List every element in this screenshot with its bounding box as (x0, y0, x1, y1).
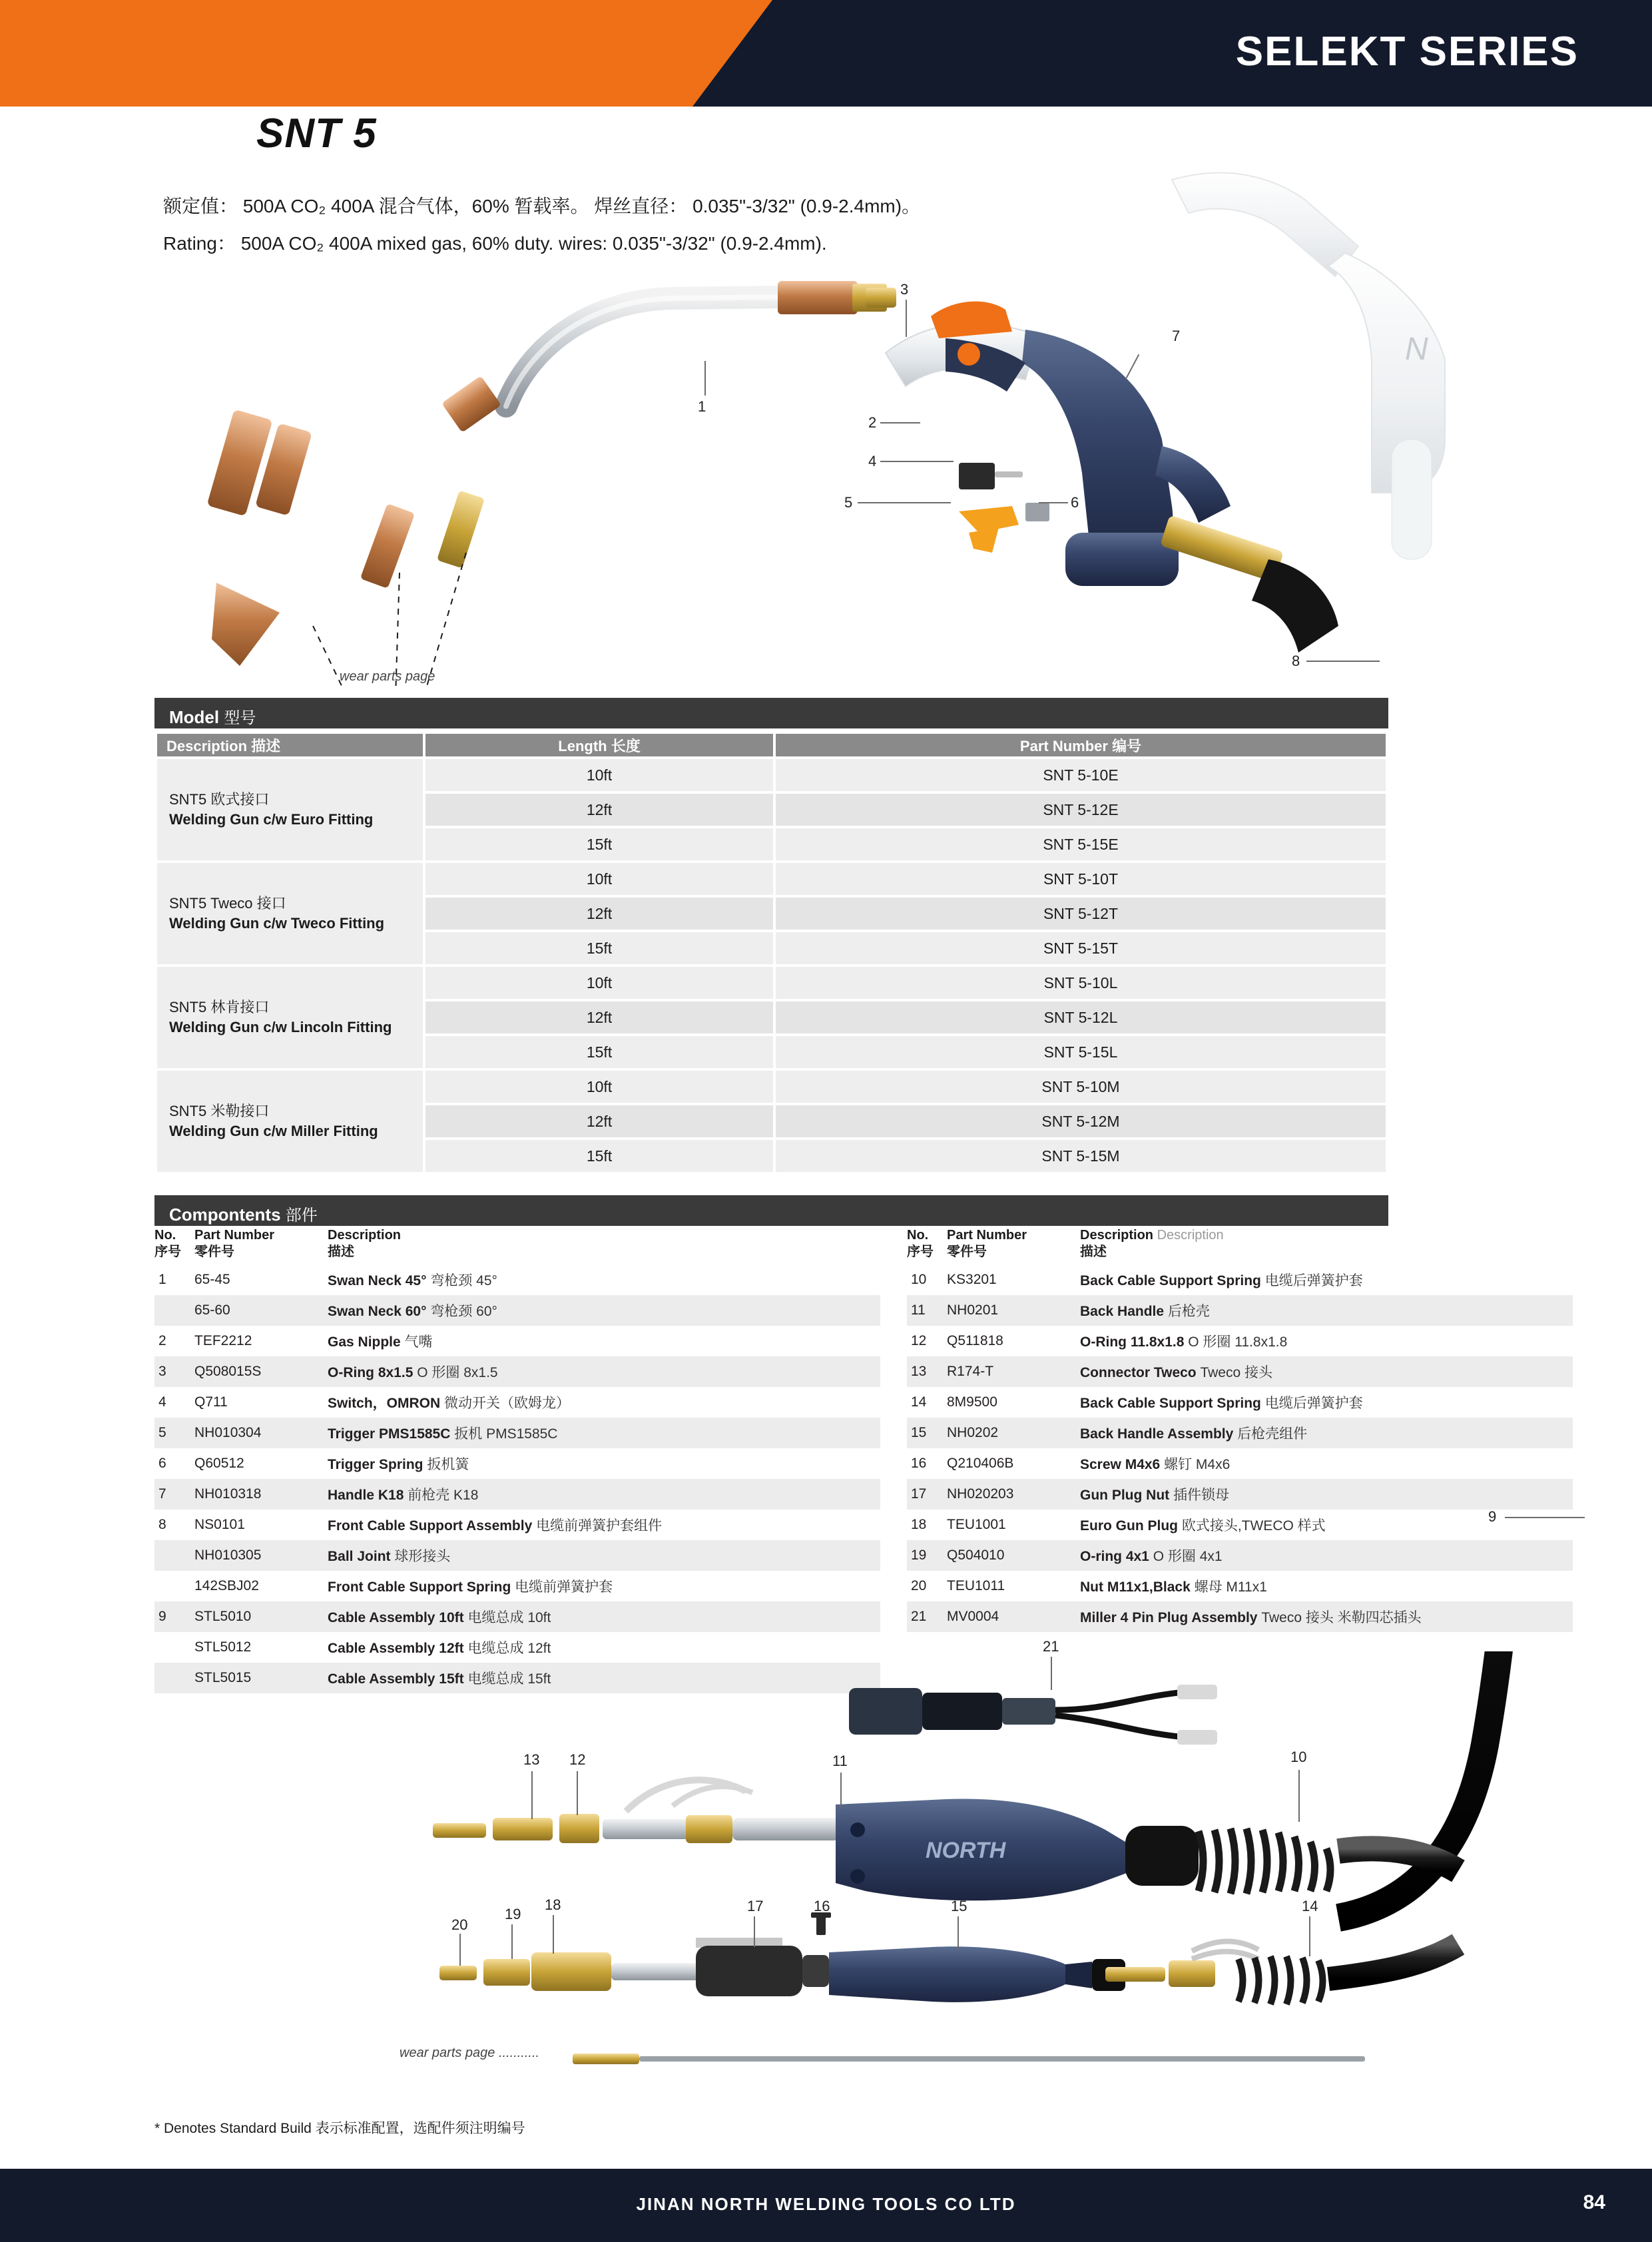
component-no: 2 (158, 1333, 166, 1348)
left-col-desc-en: Description (328, 1228, 402, 1243)
component-description: Back Handle Assembly 后枪壳组件 (1080, 1426, 1308, 1442)
model-group-desc-cn: SNT5 Tweco 接口 (169, 895, 286, 912)
component-description: Nut M11x1,Black 螺母 M11x1 (1080, 1579, 1267, 1595)
component-description-cn: 电缆总成 10ft (467, 1610, 551, 1625)
leader-18 (553, 1915, 554, 1954)
components-right-column (907, 1227, 1573, 1632)
callout-6: 6 (1071, 494, 1079, 511)
model-row-part-number: SNT 5-12T (776, 898, 1386, 930)
component-no: 4 (158, 1394, 166, 1410)
col-part-number-en: Part Number (1019, 737, 1108, 754)
leader-21 (1051, 1657, 1052, 1690)
col-description-en: Description (166, 737, 248, 754)
component-row (907, 1295, 1573, 1326)
component-row (154, 1571, 880, 1601)
leader-13 (531, 1771, 533, 1819)
component-description-cn: 气嘴 (404, 1334, 433, 1350)
leader-17 (754, 1916, 755, 1947)
component-description-cn: 螺钉 M4x6 (1164, 1457, 1231, 1472)
component-description: Swan Neck 60° 弯枪颈 60° (328, 1304, 497, 1319)
callout-19: 19 (505, 1906, 521, 1922)
component-description-cn: O 形圈 11.8x1.8 (1188, 1334, 1288, 1350)
component-row (907, 1571, 1573, 1601)
component-description: O-Ring 8x1.5 O 形圈 8x1.5 (328, 1365, 498, 1380)
component-row (907, 1418, 1573, 1448)
model-row-length: 12ft (425, 1001, 773, 1033)
component-no: 7 (158, 1486, 166, 1502)
callout-11: 11 (832, 1753, 848, 1769)
component-no: 6 (158, 1456, 166, 1471)
svg-text:N: N (1405, 332, 1428, 367)
component-description: Front Cable Support Assembly 电缆前弹簧护套组件 (328, 1518, 663, 1534)
component-description-cn: 螺母 M11x1 (1194, 1579, 1267, 1595)
component-row (154, 1601, 880, 1632)
model-row-part-number: SNT 5-12E (776, 794, 1386, 826)
component-no: 15 (911, 1425, 927, 1440)
callout-4: 4 (868, 453, 877, 469)
component-description-cn: 电缆后弹簧护套 (1264, 1273, 1363, 1288)
component-no: 20 (911, 1578, 927, 1593)
component-no: 3 (158, 1364, 166, 1379)
component-description: Euro Gun Plug 欧式接头,TWECO 样式 (1080, 1518, 1326, 1534)
model-row-length: 10ft (425, 1071, 773, 1103)
right-col-no-en: No. (907, 1228, 929, 1243)
component-description: Miller 4 Pin Plug Assembly Tweco 接头 米勒四芯插头 (1080, 1610, 1422, 1625)
leader-14 (1309, 1916, 1310, 1956)
footnote: * Denotes Standard Build 表示标准配置，选配件须注明编号 (154, 2121, 525, 2136)
component-no: 18 (911, 1517, 927, 1532)
model-table-row (157, 759, 1386, 791)
component-description: Front Cable Support Spring 电缆前弹簧护套 (328, 1579, 613, 1595)
model-table-header-row (157, 734, 1386, 756)
component-description-cn: 后枪壳 (1167, 1304, 1210, 1319)
model-row-length: 15ft (425, 1036, 773, 1068)
component-description: Gun Plug Nut 插件锁母 (1080, 1488, 1229, 1503)
left-col-desc-cn: 描述 (328, 1245, 354, 1259)
component-row (907, 1356, 1573, 1387)
right-col-desc-en: Description (1080, 1228, 1154, 1243)
component-description: Cable Assembly 10ft 电缆总成 10ft (328, 1610, 551, 1625)
leader-19 (511, 1924, 513, 1959)
leader-10 (1298, 1770, 1300, 1822)
component-part-number: STL5015 (194, 1670, 252, 1685)
callout-13: 13 (523, 1751, 540, 1768)
model-row-part-number: SNT 5-10E (776, 759, 1386, 791)
callout-1: 1 (698, 398, 706, 415)
model-table-row (157, 967, 1386, 999)
model-row-part-number: SNT 5-12L (776, 1001, 1386, 1033)
component-part-number: TEU1011 (947, 1578, 1005, 1593)
component-no: 16 (911, 1456, 927, 1471)
component-part-number: 65-60 (194, 1302, 230, 1318)
rating-chinese: 额定值： 500A CO₂ 400A 混合气体，60% 暂载率。 焊丝直径： 0.035"-3/32" (0.9-2.4mm)。 (163, 196, 921, 216)
component-description-cn: Tweco 接头 (1200, 1365, 1272, 1380)
component-description: Back Cable Support Spring 电缆后弹簧护套 (1080, 1273, 1363, 1288)
callout-15: 15 (951, 1898, 967, 1914)
component-row (907, 1264, 1573, 1295)
component-description-cn: Tweco 接头 米勒四芯插头 (1261, 1610, 1422, 1625)
leader-1 (704, 361, 706, 396)
svg-text:NORTH: NORTH (926, 1838, 1006, 1863)
header-orange-block (0, 0, 692, 107)
component-description-cn: 弯枪颈 45° (430, 1273, 497, 1288)
leader-9 (1505, 1517, 1585, 1518)
right-col-desc-extra: Description (1157, 1228, 1224, 1243)
model-table (154, 731, 1388, 1175)
component-description-cn: 电缆前弹簧护套组件 (536, 1518, 663, 1534)
model-group-description (157, 863, 423, 964)
component-part-number: Q210406B (947, 1456, 1014, 1471)
component-part-number: NS0101 (194, 1517, 245, 1532)
component-description-cn: O 形圈 4x1 (1153, 1549, 1223, 1564)
component-part-number: Q504010 (947, 1547, 1005, 1563)
component-description-cn: 微动开关（欧姆龙） (444, 1396, 571, 1411)
component-part-number: STL5012 (194, 1639, 252, 1655)
model-group-description (157, 759, 423, 860)
leader-6 (1039, 502, 1068, 503)
model-row-length: 10ft (425, 967, 773, 999)
components-left-header (154, 1227, 880, 1264)
model-group-desc-cn: SNT5 米勒接口 (169, 1103, 270, 1120)
component-description: Connector Tweco Tweco 接头 (1080, 1365, 1272, 1380)
component-description-cn: 电缆后弹簧护套 (1264, 1396, 1363, 1411)
component-description: Ball Joint 球形接头 (328, 1549, 451, 1564)
component-no: 5 (158, 1425, 166, 1440)
component-part-number: MV0004 (947, 1609, 999, 1624)
component-description-cn: 球形接头 (394, 1549, 451, 1564)
col-description-cn: 描述 (251, 737, 281, 754)
top-exploded-view (0, 160, 1652, 686)
callout-9: 9 (1488, 1508, 1497, 1525)
company-name: JINAN NORTH WELDING TOOLS CO LTD (636, 2194, 1016, 2214)
component-description: Switch，OMRON 微动开关（欧姆龙） (328, 1396, 571, 1411)
component-no: 13 (911, 1364, 927, 1379)
callout-5: 5 (844, 494, 853, 511)
component-row (154, 1356, 880, 1387)
model-group-desc-en: Welding Gun c/w Euro Fitting (169, 811, 374, 828)
callout-18: 18 (545, 1896, 561, 1913)
bottom-illustration-graphic (0, 1651, 1652, 2091)
component-part-number: STL5010 (194, 1609, 252, 1624)
model-row-length: 10ft (425, 863, 773, 895)
model-section-header (154, 698, 1388, 728)
component-row (154, 1264, 880, 1295)
component-part-number: TEU1001 (947, 1517, 1006, 1532)
component-no: 9 (158, 1609, 166, 1624)
leader-8 (1306, 661, 1380, 662)
col-description (157, 734, 423, 756)
component-part-number: 8M9500 (947, 1394, 997, 1410)
model-row-length: 10ft (425, 759, 773, 791)
callout-12: 12 (569, 1751, 586, 1768)
left-col-no-cn: 序号 (154, 1245, 181, 1259)
component-description-cn: 前枪壳 K18 (408, 1488, 479, 1503)
component-no: 14 (911, 1394, 927, 1410)
right-col-no-cn: 序号 (907, 1245, 934, 1259)
callout-3: 3 (900, 281, 909, 298)
left-col-part-cn: 零件号 (194, 1245, 234, 1259)
model-row-length: 12ft (425, 898, 773, 930)
model-row-part-number: SNT 5-15T (776, 932, 1386, 964)
component-description: Back Cable Support Spring 电缆后弹簧护套 (1080, 1396, 1363, 1411)
col-part-number (776, 734, 1386, 756)
model-row-length: 12ft (425, 794, 773, 826)
component-no: 1 (158, 1272, 166, 1287)
model-row-part-number: SNT 5-15M (776, 1140, 1386, 1172)
component-description: O-ring 4x1 O 形圈 4x1 (1080, 1549, 1223, 1564)
model-section-title: Model (169, 707, 220, 727)
callout-16: 16 (814, 1898, 830, 1914)
components-section-title: Compontents (169, 1205, 281, 1225)
leader-5 (858, 502, 951, 503)
model-group-desc-en: Welding Gun c/w Miller Fitting (169, 1123, 378, 1139)
component-part-number: Q60512 (194, 1456, 244, 1471)
component-description: Cable Assembly 15ft 电缆总成 15ft (328, 1671, 551, 1687)
col-part-number-cn: 编号 (1112, 737, 1142, 754)
model-group-desc-en: Welding Gun c/w Lincoln Fitting (169, 1019, 392, 1035)
component-row (907, 1326, 1573, 1356)
leader-11 (840, 1773, 842, 1809)
component-row (907, 1510, 1573, 1540)
leader-4 (880, 461, 954, 462)
model-row-length: 12ft (425, 1105, 773, 1137)
model-row-length: 15ft (425, 1140, 773, 1172)
leader-12 (577, 1771, 578, 1815)
wear-parts-label-top: wear parts page (340, 669, 435, 684)
component-row (907, 1448, 1573, 1479)
component-description-cn: 电缆总成 15ft (467, 1671, 551, 1687)
col-length-cn: 长度 (611, 737, 641, 754)
component-no: 19 (911, 1547, 927, 1563)
component-part-number: R174-T (947, 1364, 994, 1379)
component-row (907, 1479, 1573, 1510)
component-part-number: NH020203 (947, 1486, 1014, 1502)
component-no: 10 (911, 1272, 927, 1287)
component-description-cn: O 形圈 8x1.5 (417, 1365, 498, 1380)
component-part-number: NH0201 (947, 1302, 999, 1318)
wear-parts-label-bottom: wear parts page ........... (400, 2046, 540, 2060)
model-section-title-cn: 型号 (224, 709, 256, 727)
model-group-desc-cn: SNT5 欧式接口 (169, 791, 270, 808)
page-title: SNT 5 (256, 111, 377, 156)
model-row-part-number: SNT 5-12M (776, 1105, 1386, 1137)
component-row (154, 1448, 880, 1479)
callout-14: 14 (1302, 1898, 1318, 1914)
page-number: 84 (1583, 2191, 1605, 2213)
component-description-cn: 后枪壳组件 (1237, 1426, 1308, 1442)
component-description: Swan Neck 45° 弯枪颈 45° (328, 1273, 497, 1288)
series-title: SELEKT SERIES (1235, 29, 1579, 75)
model-table-row (157, 1071, 1386, 1103)
component-description-cn: 插件锁母 (1173, 1488, 1229, 1503)
model-row-length: 15ft (425, 932, 773, 964)
component-row (907, 1540, 1573, 1571)
component-row (154, 1510, 880, 1540)
callout-20: 20 (451, 1916, 468, 1933)
leader-3 (906, 300, 907, 337)
component-no: 11 (911, 1302, 926, 1318)
model-group-desc-en: Welding Gun c/w Tweco Fitting (169, 915, 385, 932)
component-description: Back Handle 后枪壳 (1080, 1304, 1210, 1319)
left-col-part-en: Part Number (194, 1228, 275, 1243)
component-description: Handle K18 前枪壳 K18 (328, 1488, 479, 1503)
component-description: Screw M4x6 螺钉 M4x6 (1080, 1457, 1231, 1472)
component-description-cn: 弯枪颈 60° (430, 1304, 497, 1319)
component-description: Gas Nipple 气嘴 (328, 1334, 433, 1350)
component-part-number: NH010305 (194, 1547, 262, 1563)
component-description: Cable Assembly 12ft 电缆总成 12ft (328, 1641, 551, 1656)
component-part-number: NH010318 (194, 1486, 262, 1502)
model-group-desc-cn: SNT5 林肯接口 (169, 999, 270, 1016)
component-row (154, 1418, 880, 1448)
components-right-header (907, 1227, 1573, 1264)
callout-2: 2 (868, 414, 877, 431)
model-group-description (157, 967, 423, 1068)
component-row (154, 1326, 880, 1356)
component-no: 12 (911, 1333, 927, 1348)
component-no: 8 (158, 1517, 166, 1532)
components-left-column (154, 1227, 880, 1693)
component-description-cn: 电缆前弹簧护套 (515, 1579, 613, 1595)
component-no: 21 (911, 1609, 927, 1624)
component-part-number: Q711 (194, 1394, 228, 1410)
component-part-number: TEF2212 (194, 1333, 252, 1348)
leader-20 (459, 1934, 461, 1966)
top-illustration-graphic (0, 160, 1652, 686)
model-group-description (157, 1071, 423, 1172)
model-row-part-number: SNT 5-15L (776, 1036, 1386, 1068)
left-col-no-en: No. (154, 1228, 176, 1243)
component-part-number: 142SBJ02 (194, 1578, 259, 1593)
component-no: 17 (911, 1486, 927, 1502)
model-row-part-number: SNT 5-10L (776, 967, 1386, 999)
component-description-cn: 电缆总成 12ft (467, 1641, 551, 1656)
model-row-part-number: SNT 5-15E (776, 828, 1386, 860)
component-description: Trigger PMS1585C 扳机 PMS1585C (328, 1426, 558, 1442)
component-part-number: 65-45 (194, 1272, 230, 1287)
callout-8: 8 (1292, 653, 1300, 669)
component-part-number: NH010304 (194, 1425, 262, 1440)
callout-10: 10 (1290, 1749, 1307, 1765)
component-row (907, 1387, 1573, 1418)
col-length (425, 734, 773, 756)
callout-7: 7 (1172, 328, 1181, 344)
component-row (154, 1479, 880, 1510)
component-row (907, 1601, 1573, 1632)
component-description-cn: 欧式接头,TWECO 样式 (1181, 1518, 1326, 1534)
model-row-part-number: SNT 5-10T (776, 863, 1386, 895)
component-part-number: Q508015S (194, 1364, 262, 1379)
model-row-part-number: SNT 5-10M (776, 1071, 1386, 1103)
components-section-header (154, 1195, 1388, 1226)
right-col-part-en: Part Number (947, 1228, 1027, 1243)
rating-english: Rating： 500A CO₂ 400A mixed gas, 60% duty. wires: 0.035"-3/32" (0.9-2.4mm). (163, 233, 827, 254)
model-table-row (157, 863, 1386, 895)
leader-2 (880, 422, 920, 423)
component-description: O-Ring 11.8x1.8 O 形圈 11.8x1.8 (1080, 1334, 1288, 1350)
component-part-number: NH0202 (947, 1425, 999, 1440)
component-row (154, 1295, 880, 1326)
right-col-part-cn: 零件号 (947, 1245, 987, 1259)
model-row-length: 15ft (425, 828, 773, 860)
component-description-cn: 扳机 PMS1585C (454, 1426, 558, 1442)
leader-15 (958, 1916, 959, 1950)
callout-21: 21 (1043, 1638, 1059, 1655)
col-length-en: Length (558, 737, 607, 754)
components-section-title-cn: 部件 (285, 1207, 318, 1225)
component-part-number: Q511818 (947, 1333, 1003, 1348)
page-header (0, 0, 1652, 107)
component-row (154, 1540, 880, 1571)
right-col-desc-cn: 描述 (1080, 1245, 1107, 1259)
component-row (154, 1387, 880, 1418)
component-description-cn: 扳机簧 (427, 1457, 469, 1472)
callout-17: 17 (747, 1898, 764, 1914)
component-part-number: KS3201 (947, 1272, 997, 1287)
page-footer (0, 2169, 1652, 2242)
component-description: Trigger Spring 扳机簧 (328, 1457, 469, 1472)
